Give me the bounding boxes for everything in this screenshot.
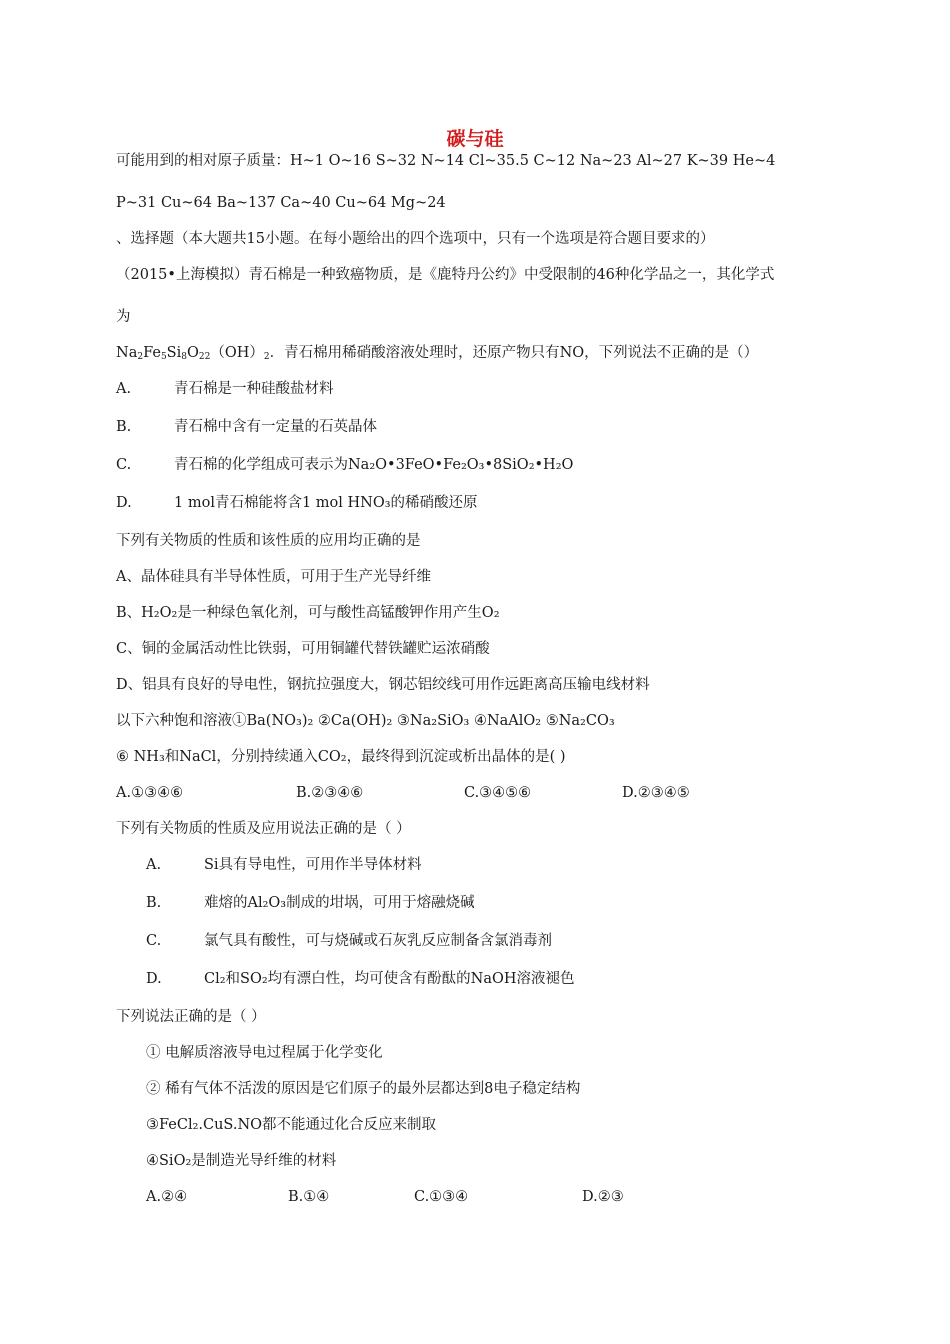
q4-option-a: A. Si具有导电性，可用作半导体材料 (146, 857, 422, 873)
q5-item-1: ① 电解质溶液导电过程属于化学变化 (146, 1045, 383, 1061)
q2-option-a: A、晶体硅具有半导体性质，可用于生产光导纤维 (116, 569, 431, 585)
q4-option-d: D. Cl₂和SO₂均有漂白性，均可使含有酚酞的NaOH溶液褪色 (146, 971, 575, 987)
section-heading: 、选择题（本大题共15小题。在每小题给出的四个选项中，只有一个选项是符合题目要求的） (116, 231, 715, 247)
q3-answers (116, 784, 756, 802)
q2-option-c: C、铜的金属活动性比铁弱，可用铜罐代替铁罐贮运浓硝酸 (116, 641, 490, 657)
q3-answer-a: A.①③④⑥ (116, 785, 184, 801)
q3-answer-c: C.③④⑤⑥ (464, 785, 532, 801)
q4-option-b: B. 难熔的Al₂O₃制成的坩埚，可用于熔融烧碱 (146, 895, 475, 911)
q1-formula-start: Na (116, 345, 138, 361)
q1-formula-tail: ．青石棉用稀硝酸溶液处理时，还原产物只有NO，下列说法不正确的是（） (269, 345, 759, 361)
q5-answers (146, 1188, 666, 1206)
q1-stem-cont: 为 (116, 309, 131, 325)
q3-stem: 以下六种饱和溶液①Ba(NO₃)₂ ②Ca(OH)₂ ③Na₂SiO₃ ④NaAlO₂ ⑤Na₂CO₃ (116, 713, 615, 729)
q5-item-4: ④SiO₂是制造光导纤维的材料 (146, 1153, 337, 1169)
q5-item-2: ② 稀有气体不活泼的原因是它们原子的最外层都达到8电子稳定结构 (146, 1081, 581, 1097)
header-atomic-masses-2: P~31 Cu~64 Ba~137 Ca~40 Cu~64 Mg~24 (116, 195, 446, 211)
q2-option-b: B、H₂O₂是一种绿色氧化剂，可与酸性高锰酸钾作用产生O₂ (116, 605, 500, 621)
q5-answer-a: A.②④ (146, 1189, 188, 1205)
q1-option-d: D. 1 mol青石棉能将含1 mol HNO₃的稀硝酸还原 (116, 495, 478, 511)
q5-stem: 下列说法正确的是（ ） (116, 1009, 266, 1025)
header-atomic-masses-1: 可能用到的相对原子质量：H~1 O~16 S~32 N~14 Cl~35.5 C~12 Na~23 Al~27 K~39 He~4 (116, 153, 776, 169)
q5-answer-b: B.①④ (288, 1189, 330, 1205)
q2-option-d: D、铝具有良好的导电性，钢抗拉强度大，钢芯铝绞线可用作远距离高压输电线材料 (116, 677, 650, 693)
page-title: 碳与硅 (446, 128, 504, 150)
q5-answer-d: D.②③ (582, 1189, 624, 1205)
q1-option-c: C. 青石棉的化学组成可表示为Na₂O•3FeO•Fe₂O₃•8SiO₂•H₂O (116, 457, 574, 473)
q1-option-a: A. 青石棉是一种硅酸盐材料 (116, 381, 334, 397)
q2-stem: 下列有关物质的性质和该性质的应用均正确的是 (116, 533, 421, 549)
q4-option-c: C. 氯气具有酸性，可与烧碱或石灰乳反应制备含氯消毒剂 (146, 933, 552, 949)
q3-answer-b: B.②③④⑥ (296, 785, 364, 801)
q1-stem: （2015•上海模拟）青石棉是一种致癌物质，是《鹿特丹公约》中受限制的46种化学品之一，其化学式 (116, 267, 775, 283)
q5-item-3: ③FeCl₂.CuS.NO都不能通过化合反应来制取 (146, 1117, 437, 1133)
q3-stem-cont: ⑥ NH₃和NaCl，分别持续通入CO₂，最终得到沉淀或析出晶体的是( ) (116, 749, 566, 765)
q1-formula-line: $Na_2Fe_5Si_8O_{22}(OH)_2$．青石棉用稀硝酸溶液处理时，还原产物只有NO，下列说法不正确的是（） (116, 345, 759, 362)
q3-answer-d: D.②③④⑤ (622, 785, 690, 801)
q1-option-b: B. 青石棉中含有一定量的石英晶体 (116, 419, 377, 435)
q5-answer-c: C.①③④ (414, 1189, 469, 1205)
q4-stem: 下列有关物质的性质及应用说法正确的是（ ） (116, 821, 411, 837)
